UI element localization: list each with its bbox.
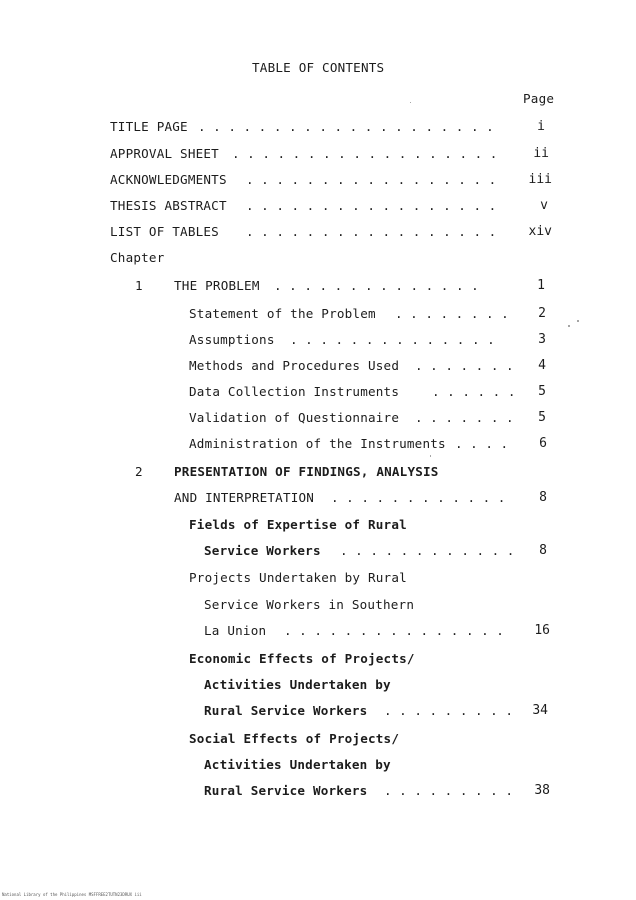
section-title: Economic Effects of Projects/ bbox=[189, 651, 415, 666]
toc-entry-title: ACKNOWLEDGMENTS bbox=[110, 172, 227, 187]
leader-dots: . . . . . . . . . bbox=[384, 783, 513, 798]
toc-entry-page: iii bbox=[528, 172, 552, 187]
leader-dots: . . . . . . . . . . . . . . . . . . bbox=[232, 146, 498, 161]
section-title-continued: Rural Service Workers bbox=[204, 703, 368, 718]
section-title: Data Collection Instruments bbox=[189, 384, 400, 399]
section-title: Projects Undertaken by Rural bbox=[189, 570, 407, 585]
section-page: 38 bbox=[534, 783, 550, 798]
chapter-label: Chapter bbox=[110, 250, 165, 265]
leader-dots: . . . . . . . . . bbox=[384, 703, 513, 718]
section-title: Methods and Procedures Used bbox=[189, 358, 400, 373]
chapter-title: PRESENTATION OF FINDINGS, ANALYSIS bbox=[174, 464, 439, 479]
chapter-title-continued: AND INTERPRETATION bbox=[174, 490, 315, 505]
chapter-title: THE PROBLEM bbox=[174, 278, 260, 293]
scan-speck bbox=[430, 455, 431, 457]
chapter-number: 1 bbox=[135, 278, 143, 293]
section-title: Statement of the Problem bbox=[189, 306, 376, 321]
toc-entry-page: ii bbox=[533, 146, 549, 161]
leader-dots: . . . . . . . . . . . . . . . . . bbox=[246, 198, 497, 213]
scan-speck bbox=[410, 102, 411, 103]
leader-dots: . . . . . . . . . . . . bbox=[331, 490, 506, 505]
leader-dots: . . . . . . . bbox=[415, 410, 514, 425]
section-page: 2 bbox=[538, 306, 546, 321]
section-title-continued: Rural Service Workers bbox=[204, 783, 368, 798]
leader-dots: . . . . . . . . . . . . bbox=[340, 543, 515, 558]
section-title-continued: Activities Undertaken by bbox=[204, 757, 391, 772]
library-footer: National Library of the Philippines MSFFREE2TUTN23DRUX iii bbox=[2, 892, 142, 897]
section-page: 8 bbox=[539, 543, 547, 558]
toc-entry-page: xiv bbox=[528, 224, 552, 239]
page-column-label: Page bbox=[523, 91, 555, 106]
section-page: 16 bbox=[534, 623, 550, 638]
toc-entry-title: APPROVAL SHEET bbox=[110, 146, 219, 161]
chapter-number: 2 bbox=[135, 464, 143, 479]
leader-dots: . . . . bbox=[455, 436, 509, 451]
leader-dots: . . . . . . . . . . . . . . . . . bbox=[246, 224, 497, 239]
section-page: 3 bbox=[538, 332, 546, 347]
section-title: Administration of the Instruments bbox=[189, 436, 446, 451]
page-heading: TABLE OF CONTENTS bbox=[252, 60, 385, 75]
scan-speck bbox=[568, 325, 570, 327]
leader-dots: . . . . . . . bbox=[415, 358, 514, 373]
section-title-continued: Service Workers bbox=[204, 543, 321, 558]
toc-entry-page: 1 bbox=[537, 278, 545, 293]
section-page: 5 bbox=[538, 384, 546, 399]
leader-dots: . . . . . . . . . . . . . . . . . . . . bbox=[198, 119, 494, 134]
section-title-continued: Activities Undertaken by bbox=[204, 677, 391, 692]
section-page: 4 bbox=[538, 358, 546, 373]
leader-dots: . . . . . . . . . . . . . . bbox=[274, 278, 479, 293]
section-title: Fields of Expertise of Rural bbox=[189, 517, 407, 532]
section-title-continued: Service Workers in Southern bbox=[204, 597, 415, 612]
leader-dots: . . . . . . . . bbox=[395, 306, 509, 321]
section-title: Assumptions bbox=[189, 332, 275, 347]
section-title: Validation of Questionnaire bbox=[189, 410, 400, 425]
leader-dots: . . . . . . bbox=[432, 384, 516, 399]
section-page: 34 bbox=[532, 703, 548, 718]
toc-entry-title: TITLE PAGE bbox=[110, 119, 188, 134]
leader-dots: . . . . . . . . . . . . . . bbox=[290, 332, 495, 347]
toc-entry-page: 8 bbox=[539, 490, 547, 505]
section-page: 5 bbox=[538, 410, 546, 425]
leader-dots: . . . . . . . . . . . . . . . bbox=[284, 623, 504, 638]
section-title: Social Effects of Projects/ bbox=[189, 731, 400, 746]
scan-speck bbox=[577, 320, 579, 322]
toc-entry-title: THESIS ABSTRACT bbox=[110, 198, 227, 213]
toc-entry-page: v bbox=[540, 198, 548, 213]
section-title-continued: La Union bbox=[204, 623, 267, 638]
toc-entry-title: LIST OF TABLES bbox=[110, 224, 219, 239]
toc-entry-page: i bbox=[537, 119, 545, 134]
leader-dots: . . . . . . . . . . . . . . . . . bbox=[246, 172, 497, 187]
section-page: 6 bbox=[539, 436, 547, 451]
